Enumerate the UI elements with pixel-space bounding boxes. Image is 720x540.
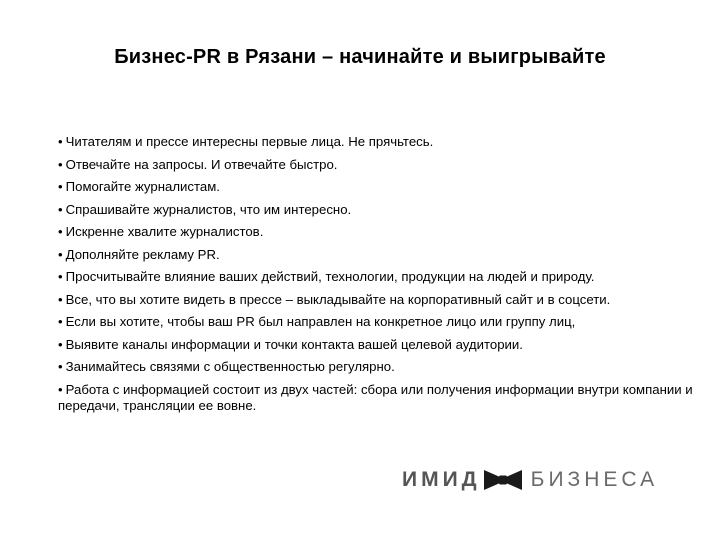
logo-text-left: ИМИД bbox=[402, 468, 481, 491]
bullet-list bbox=[58, 134, 698, 420]
bowtie-left-wing bbox=[484, 470, 500, 490]
bowtie-icon bbox=[483, 469, 523, 491]
list-item bbox=[58, 292, 698, 308]
list-item bbox=[58, 314, 698, 330]
list-item-text: Если вы хотите, чтобы ваш PR был направлен на конкретное лицо или группу лиц, bbox=[65, 314, 576, 329]
bullet-mark: • bbox=[58, 246, 63, 262]
list-item-text: Читателям и прессе интересны первые лица. Не прячьтесь. bbox=[65, 134, 434, 149]
list-item bbox=[58, 269, 698, 285]
list-item-text: Дополняйте рекламу PR. bbox=[65, 246, 220, 262]
logo-text-right: БИЗНЕСА bbox=[530, 468, 659, 491]
bullet-mark: • bbox=[58, 201, 63, 217]
bullet-mark: • bbox=[58, 359, 63, 374]
list-item-text: Все, что вы хотите видеть в прессе – выкладывайте на корпоративный сайт и в соцсети. bbox=[65, 291, 611, 307]
list-item-text: Выявите каналы информации и точки контакта вашей целевой аудитории. bbox=[65, 336, 523, 352]
list-item bbox=[58, 224, 698, 240]
list-item bbox=[58, 247, 698, 263]
list-item-text: Просчитывайте влияние ваших действий, технологии, продукции на людей и природу. bbox=[65, 269, 595, 284]
slide-title: Бизнес-PR в Рязани – начинайте и выигрывайте bbox=[114, 46, 606, 68]
bullet-mark: • bbox=[58, 269, 63, 284]
bullet-mark: • bbox=[58, 134, 63, 149]
list-item bbox=[58, 359, 698, 375]
list-item-text: Искренне хвалите журналистов. bbox=[65, 224, 264, 239]
bullet-mark: • bbox=[58, 291, 63, 307]
company-logo bbox=[402, 464, 658, 496]
bullet-mark: • bbox=[58, 381, 63, 397]
list-item-text: Помогайте журналистам. bbox=[65, 179, 220, 194]
list-item bbox=[58, 202, 698, 218]
list-item bbox=[58, 179, 698, 195]
bowtie-knot bbox=[499, 476, 507, 485]
list-item-text: Занимайтесь связями с общественностью регулярно. bbox=[65, 359, 395, 374]
list-item-text: Работа с информацией состоит из двух частей: сбора или получения информации внутри компании и передачи, трансляции ее вовне. bbox=[58, 381, 693, 413]
list-item bbox=[58, 337, 698, 353]
list-item-text: Отвечайте на запросы. И отвечайте быстро. bbox=[65, 156, 338, 172]
list-item bbox=[58, 134, 698, 150]
list-item bbox=[58, 157, 698, 173]
bowtie-right-wing bbox=[506, 470, 522, 490]
bullet-mark: • bbox=[58, 156, 63, 172]
bullet-mark: • bbox=[58, 179, 63, 194]
list-item bbox=[58, 382, 698, 414]
bullet-mark: • bbox=[58, 314, 63, 329]
bullet-mark: • bbox=[58, 224, 63, 239]
bullet-mark: • bbox=[58, 336, 63, 352]
list-item-text: Спрашивайте журналистов, что им интересно. bbox=[65, 201, 352, 217]
